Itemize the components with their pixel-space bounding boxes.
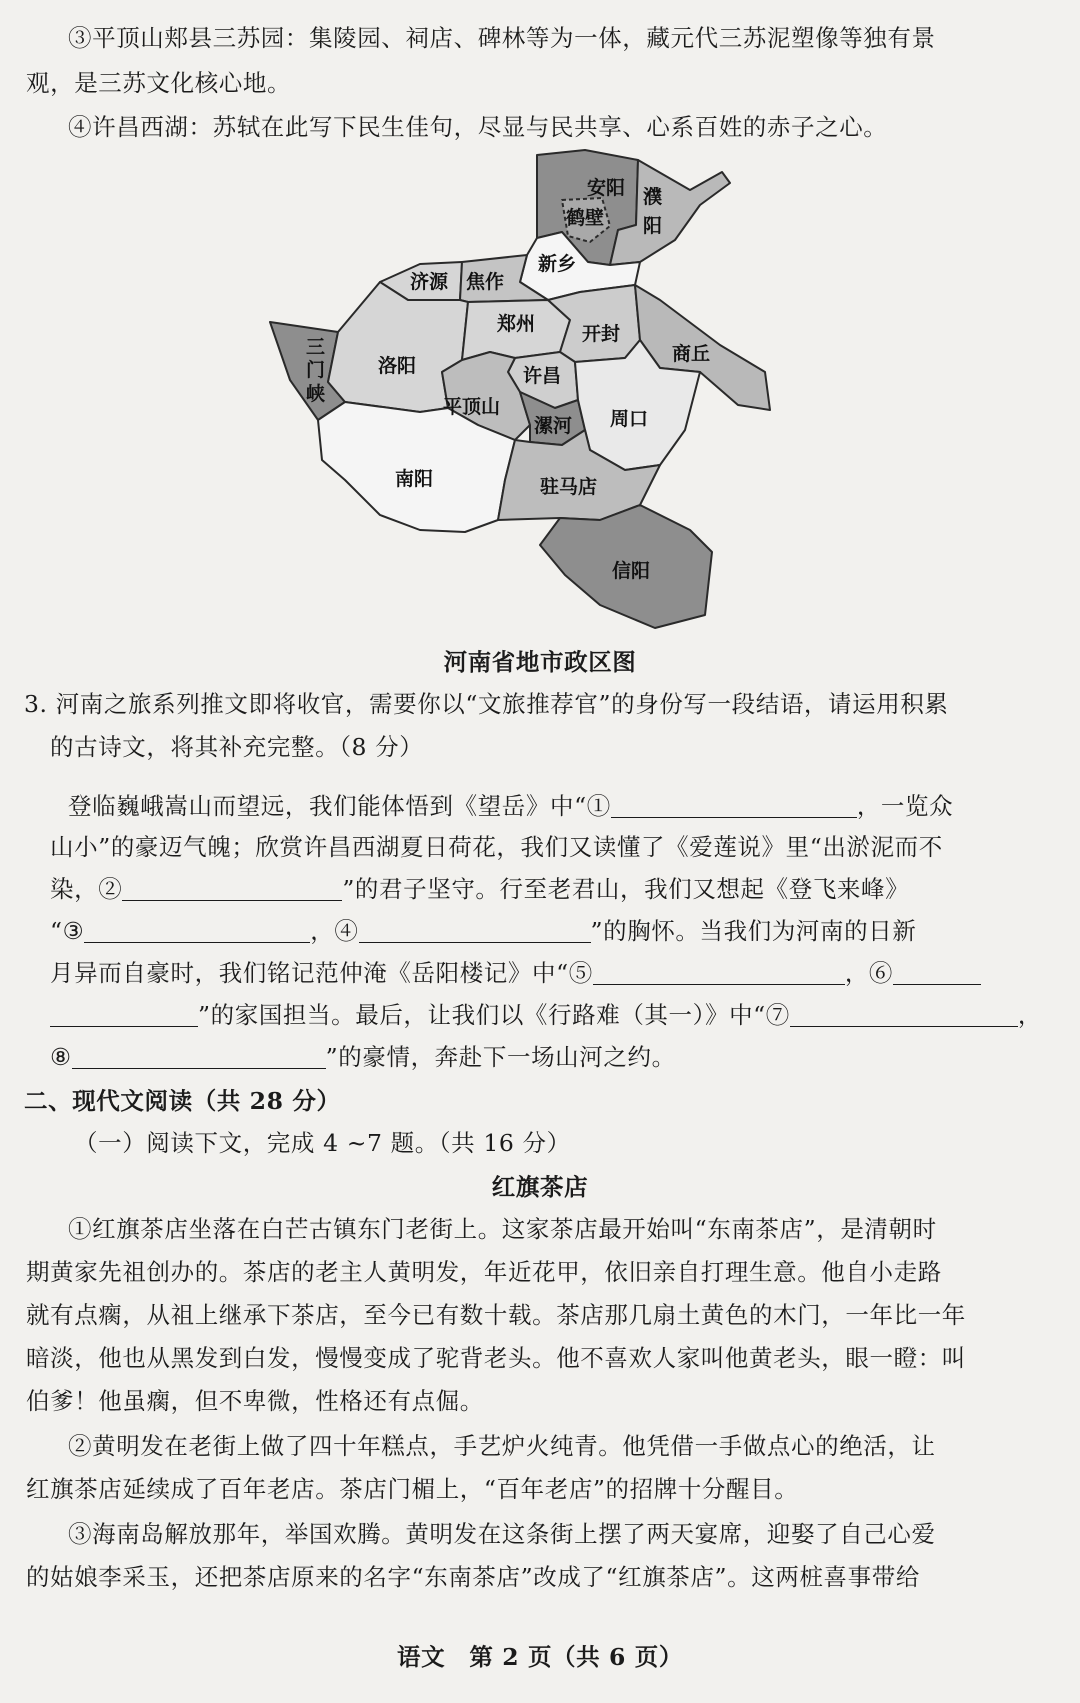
- para1-line2: 期黄家先祖创办的。茶店的老主人黄明发，年近花甲，依旧亲自打理生意。他自小走路: [26, 1258, 942, 1286]
- blank-7[interactable]: [790, 1002, 1018, 1027]
- map-caption: 河南省地市政区图: [443, 648, 637, 676]
- article-title: 红旗茶店: [491, 1173, 589, 1201]
- para1-line4: 暗淡，他也从黑发到白发，慢慢变成了驼背老头。他不喜欢人家叫他黄老头，眼一瞪：叫: [26, 1344, 966, 1372]
- label-shangqiu: 商丘: [672, 343, 711, 365]
- label-nanyang: 南阳: [395, 468, 434, 490]
- label-sanmenxia-1: 三: [306, 336, 326, 358]
- label-jiyuan: 济源: [410, 271, 449, 293]
- label-sanmenxia-2: 门: [306, 359, 326, 381]
- label-puyang-2: 阳: [643, 215, 663, 237]
- section2-heading: 二、现代文阅读（共 28 分）: [24, 1087, 341, 1115]
- blank-1[interactable]: [611, 793, 857, 818]
- para2-line1: ②黄明发在老街上做了四十年糕点，手艺炉火纯青。他凭借一手做点心的绝活，让: [68, 1432, 936, 1460]
- label-sanmenxia-3: 峡: [306, 383, 326, 405]
- para1-line1: ①红旗茶店坐落在白芒古镇东门老街上。这家茶店最开始叫“东南茶店”，是清朝时: [68, 1215, 937, 1243]
- label-anyang: 安阳: [587, 177, 626, 199]
- blank-6a[interactable]: [893, 960, 981, 985]
- item-3-line2: 观，是三苏文化核心地。: [26, 69, 292, 97]
- label-xinxiang: 新乡: [538, 253, 577, 275]
- para1-line5: 伯爹！他虽瘸，但不卑微，性格还有点倔。: [26, 1387, 484, 1415]
- blank-5[interactable]: [593, 960, 845, 985]
- label-xinyang: 信阳: [612, 560, 651, 582]
- label-jiaozuo: 焦作: [466, 271, 505, 293]
- blank-6b[interactable]: [50, 1002, 198, 1027]
- para3-line2: 的姑娘李采玉，还把茶店原来的名字“东南茶店”改成了“红旗茶店”。这两桩喜事带给: [26, 1563, 920, 1591]
- section2-sub: （一）阅读下文，完成 4 ~7 题。（共 16 分）: [74, 1129, 571, 1157]
- label-luoyang: 洛阳: [378, 355, 417, 377]
- q3-line4: “③ ，④ ”的胸怀。当我们为河南的日新: [50, 917, 917, 945]
- q3-line6: ”的家国担当。最后，让我们以《行路难（其一）》中“⑦ ，: [50, 998, 1042, 1032]
- q3-line3: 染，② ”的君子坚守。行至老君山，我们又想起《登飞来峰》: [50, 875, 910, 903]
- blank-3[interactable]: [84, 918, 310, 943]
- blank-8[interactable]: [72, 1044, 326, 1069]
- q3-line7: ⑧ ”的豪情，奔赴下一场山河之约。: [50, 1043, 676, 1071]
- label-kaifeng: 开封: [582, 323, 621, 345]
- label-zhoukou: 周口: [610, 408, 649, 430]
- q3-line1: 登临巍峨嵩山而望远，我们能体悟到《望岳》中“① ，一览众: [68, 792, 954, 820]
- item-4: ④许昌西湖：苏轼在此写下民生佳句，尽显与民共享、心系百姓的赤子之心。: [68, 113, 888, 141]
- henan-map: [0, 140, 1080, 640]
- para3-line1: ③海南岛解放那年，举国欢腾。黄明发在这条街上摆了两天宴席，迎娶了自己心爱: [68, 1520, 936, 1548]
- q3-stem-line1: 3. 河南之旅系列推文即将收官，需要你以“文旅推荐官”的身份写一段结语，请运用积累: [24, 690, 949, 718]
- label-zhengzhou: 郑州: [497, 313, 536, 335]
- q3-stem-line2: 的古诗文，将其补充完整。（8 分）: [50, 733, 424, 761]
- para2-line2: 红旗茶店延续成了百年老店。茶店门楣上，“百年老店”的招牌十分醒目。: [26, 1475, 799, 1503]
- page-footer: 语文 第 2 页（共 6 页）: [397, 1643, 683, 1671]
- label-pingdingshan: 平顶山: [443, 396, 501, 418]
- blank-4[interactable]: [359, 918, 591, 943]
- label-zhumadian: 驻马店: [540, 476, 598, 498]
- para1-line3: 就有点瘸，从祖上继承下茶店，至今已有数十载。茶店那几扇土黄色的木门，一年比一年: [26, 1301, 966, 1329]
- blank-2[interactable]: [122, 876, 342, 901]
- label-luohe: 漯河: [534, 415, 573, 437]
- q3-line2: 山小”的豪迈气魄；欣赏许昌西湖夏日荷花，我们又读懂了《爱莲说》里“出淤泥而不: [50, 833, 943, 861]
- item-3-line1: ③平顶山郏县三苏园：集陵园、祠店、碑林等为一体，藏元代三苏泥塑像等独有景: [68, 24, 936, 52]
- label-puyang-1: 濮: [643, 186, 663, 208]
- q3-line5: 月异而自豪时，我们铭记范仲淹《岳阳楼记》中“⑤ ，⑥: [50, 956, 981, 990]
- label-hebi: 鹤壁: [566, 207, 605, 229]
- label-xuchang: 许昌: [523, 365, 562, 387]
